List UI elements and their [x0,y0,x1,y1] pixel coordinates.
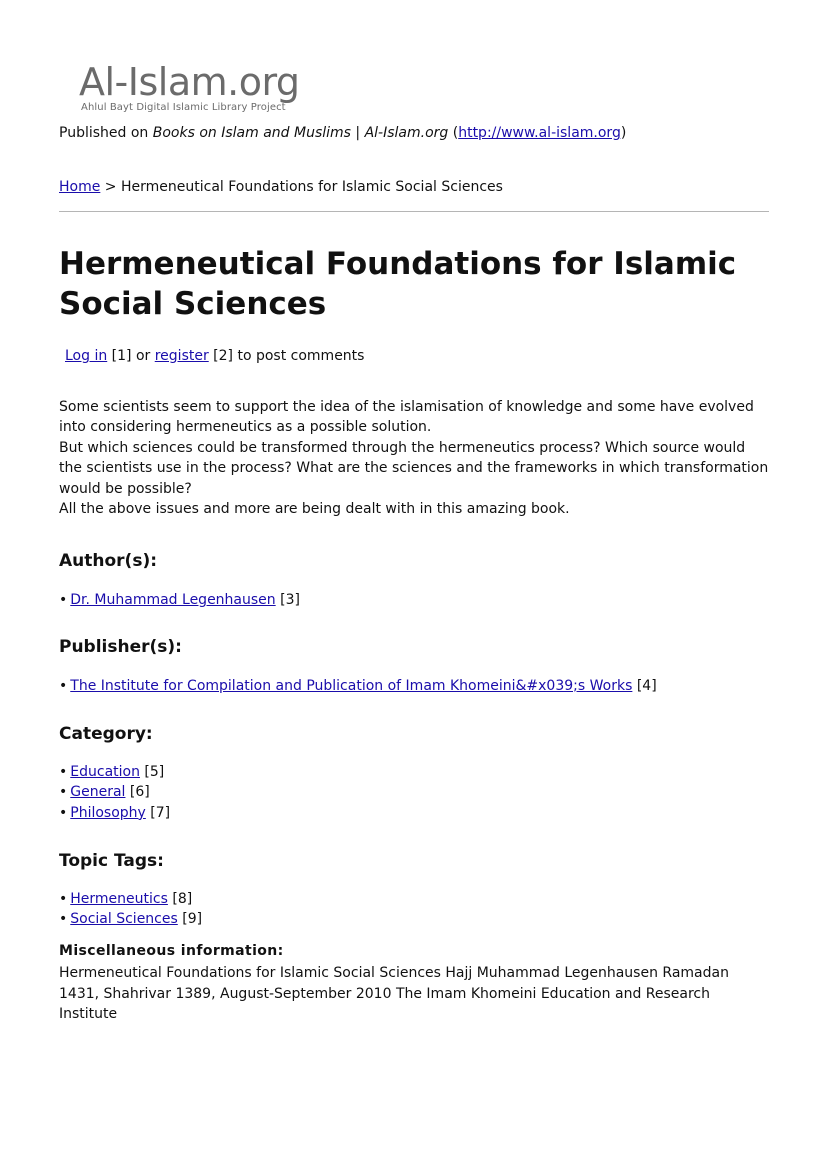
tag-link-hermeneutics[interactable]: Hermeneutics [70,891,168,907]
published-line [59,125,626,141]
description-paragraph: All the above issues and more are being dealt with in this amazing book. [59,501,570,518]
misc-heading: Miscellaneous information: [59,943,284,959]
description-paragraph: Some scientists seem to support the idea of the islamisation of knowledge and some have evolved into considering hermeneutics as a possible solution. [59,399,754,436]
category-link-general[interactable]: General [70,784,126,801]
list-item [59,803,170,823]
page-title: Hermeneutical Foundations for Islamic Social Sciences [59,246,737,322]
logo-wordmark: Al-Islam.org [79,60,300,104]
published-site: Books on Islam and Muslims | Al-Islam.org [152,125,449,141]
publisher-link[interactable]: The Institute for Compilation and Publication of Imam Khomeini&#x039;s Works [70,678,633,694]
authors-list [59,590,300,610]
list-item [59,782,170,802]
site-url-link[interactable]: http://www.al-islam.org [458,125,621,141]
published-paren-open: ( [448,125,459,141]
topic-tags-list [59,889,202,930]
header-divider [59,211,769,212]
book-description [59,397,771,519]
author-link[interactable]: Dr. Muhammad Legenhausen [70,592,276,608]
breadcrumb [59,179,503,195]
publishers-list [59,676,657,696]
item-ref: [9] [177,911,203,928]
tag-link-social-sciences[interactable]: Social Sciences [70,911,178,928]
list-item [59,909,202,929]
item-ref: [6] [125,784,150,801]
item-ref: [7] [145,804,171,821]
login-prompt [65,348,364,364]
item-ref: [8] [167,891,193,907]
login-link[interactable]: Log in [65,348,108,364]
published-prefix: Published on [59,125,153,141]
list-item [59,590,300,610]
item-ref: [4] [632,678,657,694]
published-paren-close: ) [620,125,627,141]
authors-heading: Author(s): [59,551,158,571]
list-item [59,762,170,782]
category-link-philosophy[interactable]: Philosophy [70,804,146,821]
list-item [59,676,657,696]
login-ref: [1] or [107,348,155,364]
topic-tags-heading: Topic Tags: [59,851,164,871]
misc-text: Hermeneutical Foundations for Islamic Social Sciences Hajj Muhammad Legenhausen Ramadan 1431, Shahrivar 1389, August-September 2010 The Imam Khomeini Education and Research Institute [59,965,729,1023]
publishers-heading: Publisher(s): [59,637,182,657]
breadcrumb-current: Hermeneutical Foundations for Islamic Social Sciences [120,179,503,195]
item-ref: [5] [139,764,165,780]
item-ref: [3] [275,592,300,608]
breadcrumb-home-link[interactable]: Home [59,179,101,195]
description-paragraph: But which sciences could be transformed through the hermeneutics process? Which source would the scientists use in the process? What are the sciences and the frameworks in which transformation would be possible? [59,439,769,497]
register-link[interactable]: register [154,348,209,364]
site-logo[interactable] [79,60,319,122]
logo-tagline: Ahlul Bayt Digital Islamic Library Project [81,102,286,113]
category-link-education[interactable]: Education [70,764,140,780]
category-heading: Category: [59,724,153,744]
category-list [59,762,170,823]
breadcrumb-separator: > [100,179,121,195]
register-ref: [2] to post comments [208,348,365,364]
list-item [59,889,202,909]
